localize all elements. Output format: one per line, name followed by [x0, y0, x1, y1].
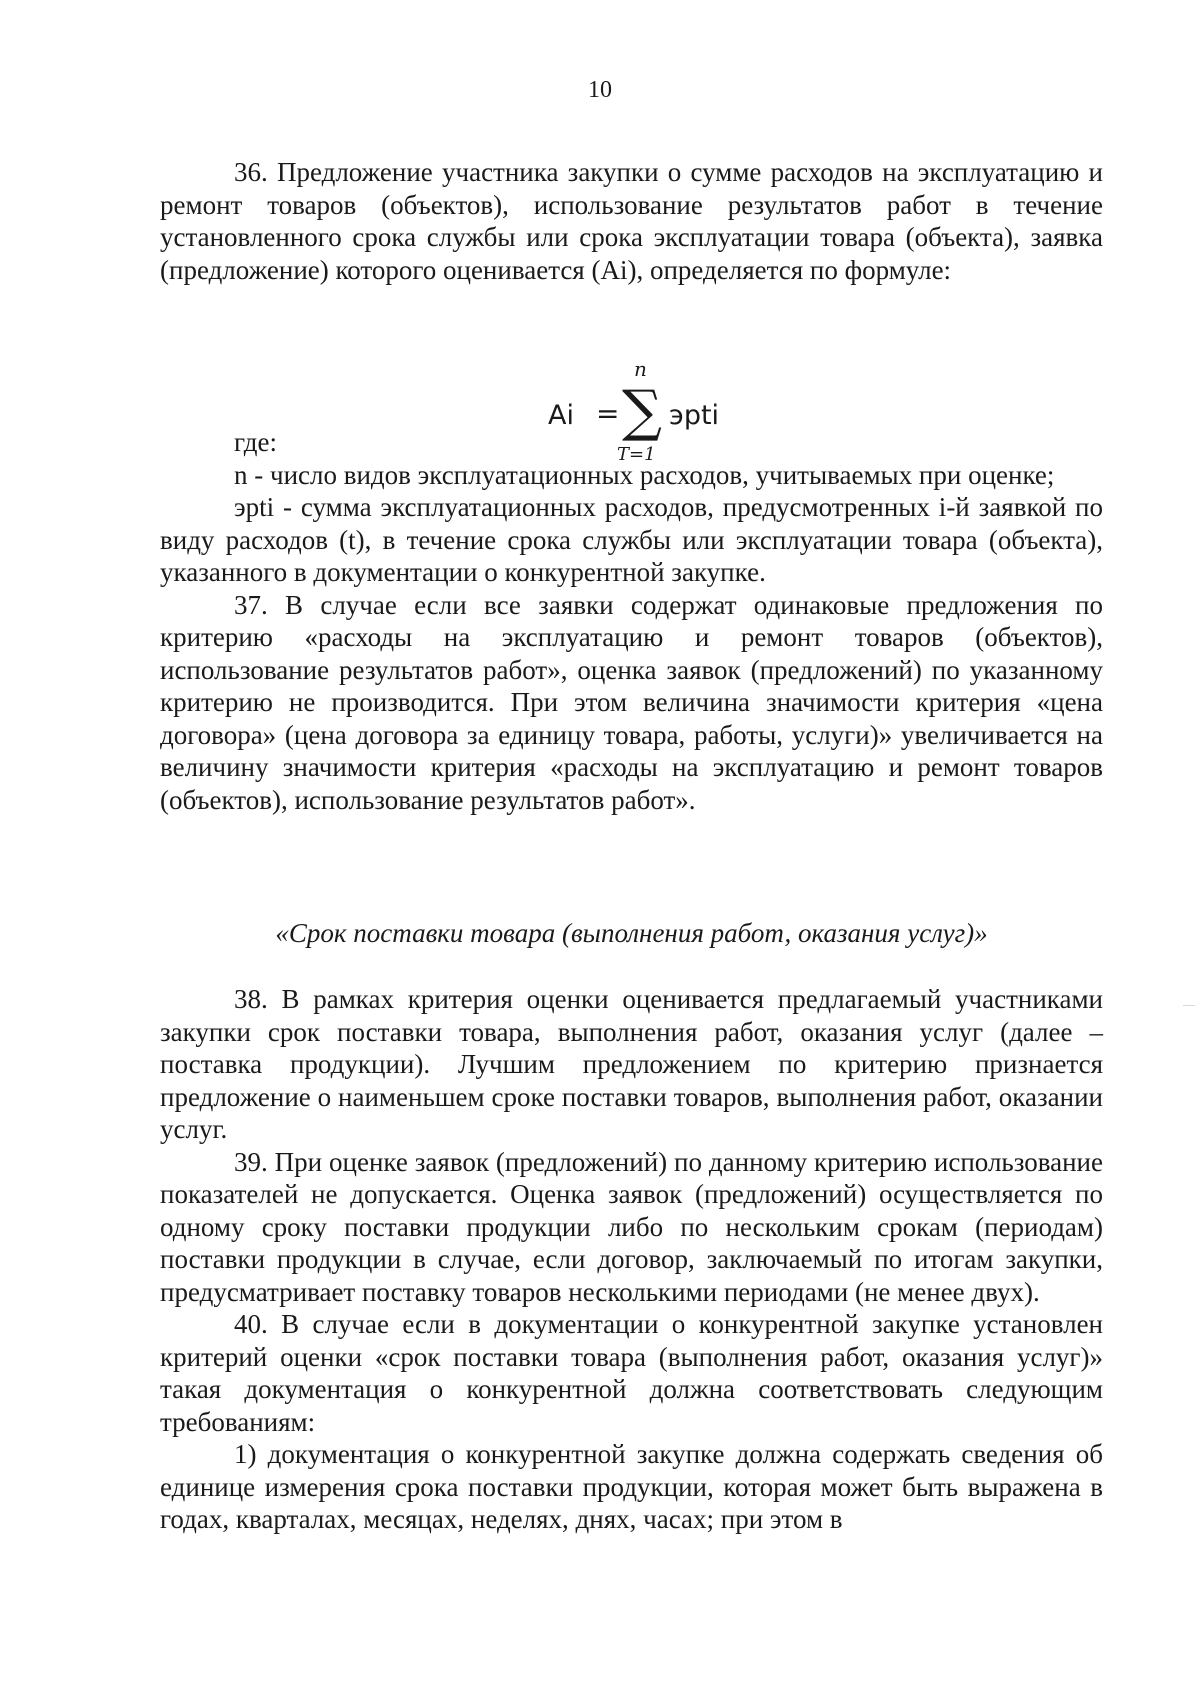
definitions-block: [160, 426, 1103, 816]
where-label: где:: [234, 427, 277, 457]
summation-symbol: ∑: [622, 379, 662, 444]
definition-epti: эpti - сумма эксплуатационных расходов, предусмотренных i-й заявкой по виду расходов (t), в течение срока службы или эксплуатации товара (объекта), указанного в документации о конкурентной закупке.: [160, 492, 1103, 587]
section-heading: «Срок поставки товара (выполнения работ, оказания услуг)»: [275, 918, 988, 948]
definition-n: n - число видов эксплуатационных расходов, учитываемых при оценке;: [234, 459, 1055, 490]
formula-upper-limit: n: [634, 357, 647, 381]
formula-rhs: эpti: [669, 400, 720, 431]
page-number: 10: [588, 77, 612, 103]
paragraphs-38-40-block: [160, 983, 1103, 1536]
paragraph-37: 37. В случае если все заявки содержат одинаковые предложения по критерию «расходы на эксплуатацию и ремонт товаров (объектов), использование результатов работ», оценка заявок (предложений) по указанному критерию не производится. При этом величина значимости критерия «цена договора» (цена договора за единицу товара, работы, услуги)» увеличивается на величину значимости критерия «расходы на эксплуатацию и ремонт товаров (объектов), использование результатов работ».: [160, 589, 1103, 815]
formula-lower-limit: T=1: [617, 444, 656, 465]
list-item-1: 1) документация о конкурентной закупке должна содержать сведения об единице измерения срока поставки продукции, которая может быть выражена в годах, кварталах, месяцах, неделях, днях, часах; при этом в: [160, 1439, 1103, 1534]
paragraph-36: 36. Предложение участника закупки о сумме расходов на эксплуатацию и ремонт товаров (объектов), использование результатов работ в течение установленного срока службы или срока эксплуатации товара (объекта), заявка (предложение) которого оценивается (Ai), определяется по формуле:: [160, 157, 1103, 285]
margin-scan-mark: [1183, 1005, 1195, 1006]
paragraph-40: 40. В случае если в документации о конкурентной закупке установлен критерий оценки «срок поставки товара (выполнения работ, оказания услуг)» такая документация о конкурентной должна соответствовать следующим требованиям:: [160, 1309, 1103, 1437]
paragraph-38: 38. В рамках критерия оценки оценивается предлагаемый участниками закупки срок поставки товара, выполнения работ, оказания услуг (далее – поставка продукции). Лучшим предложением по критерию признается предложение о наименьшем сроке поставки товаров, выполнения работ, оказании услуг.: [160, 984, 1103, 1144]
paragraph-36-block: [160, 156, 1103, 286]
paragraph-39: 39. При оценке заявок (предложений) по данному критерию использование показателей не допускается. Оценка заявок (предложений) осуществляется по одному сроку поставки продукции либо по нескольким срокам (периодам) поставки продукции в случае, если договор, заключаемый по итогам закупки, предусматривает поставку товаров несколькими периодами (не менее двух).: [160, 1146, 1103, 1307]
formula-equals: =: [596, 397, 620, 430]
formula-lhs: Ai: [548, 400, 574, 431]
